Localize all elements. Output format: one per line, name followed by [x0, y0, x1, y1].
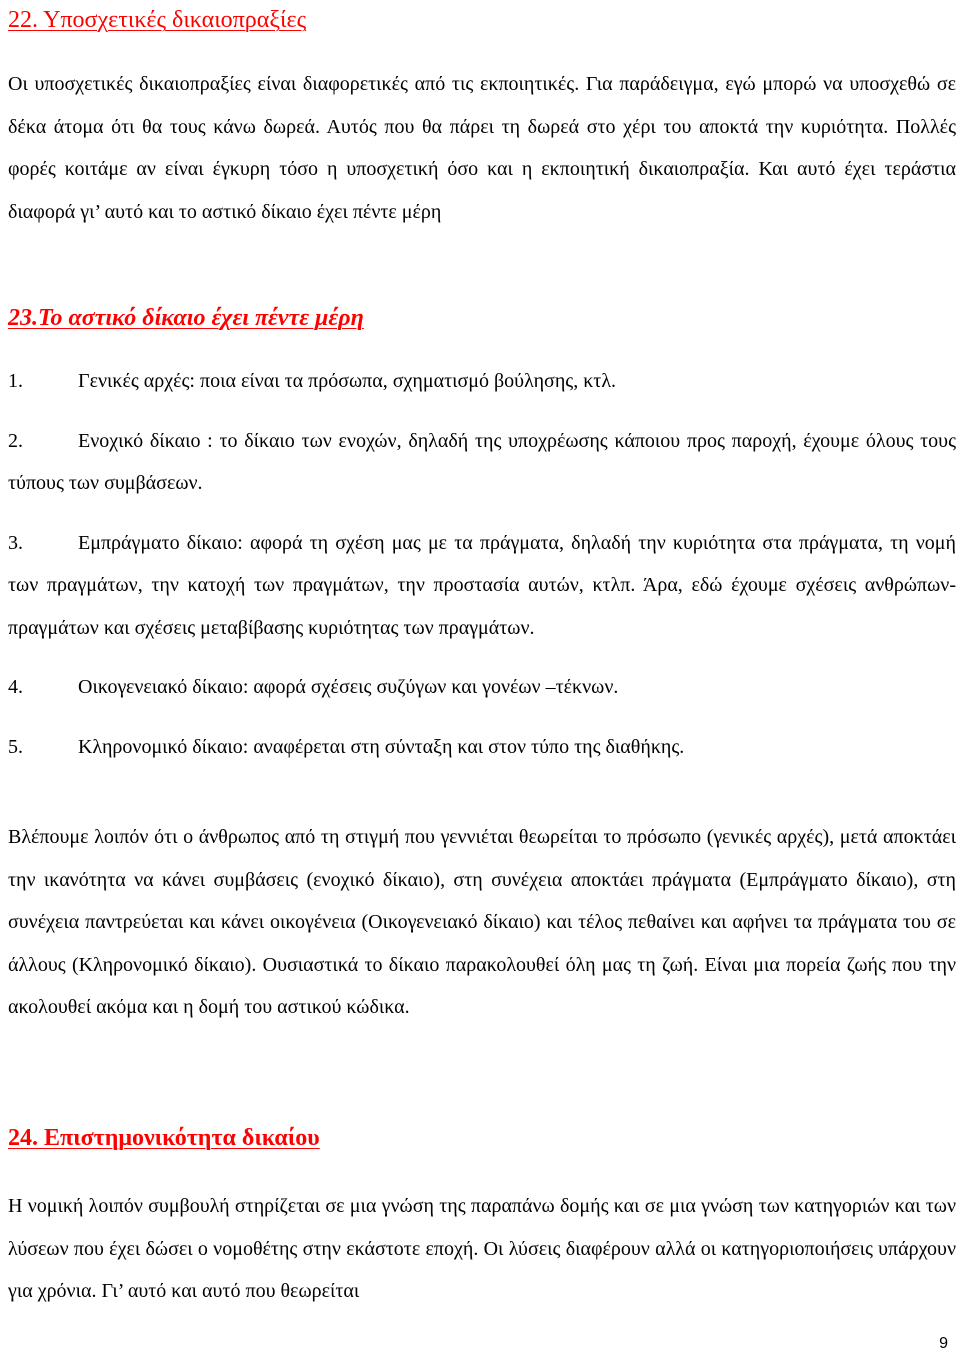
- list-item: [8, 360, 956, 403]
- list-item-number: 1.: [8, 370, 23, 392]
- paragraph-life-course: Βλέπουμε λοιπόν ότι ο άνθρωπος από τη στιγμή που γεννιέται θεωρείται το πρόσωπο (γενικές αρχές), μετά αποκτάει την ικανότητα να κάνει συμβάσεις (ενοχικό δίκαιο), στη συνέχεια αποκτάει πράγματα (Εμπράγματο δίκαιο), στη συνέχεια παντρεύεται και κάνει οικογένεια (Οικογενειακό δίκαιο) και τέλος πεθαίνει και αφήνει τα πράγματα του σε άλλους (Κληρονομικό δίκαιο). Ουσιαστικά το δίκαιο παρακολουθεί όλη μας τη ζωή. Είναι μια πορεία ζωής που την ακολουθεί ακόμα και η δομή του αστικού κώδικα.: [8, 826, 956, 1018]
- civil-law-parts-list: [8, 360, 956, 768]
- list-item: [8, 666, 956, 709]
- list-item-number: 4.: [8, 676, 23, 698]
- paragraph-promissory-acts: Οι υποσχετικές δικαιοπραξίες είναι διαφορετικές από τις εκποιητικές. Για παράδειγμα, εγώ μπορώ να υποσχεθώ σε δέκα άτομα ότι θα τους κάνω δωρεά. Αυτός που θα πάρει τη δωρεά στο χέρι του αποκτά την κυριότητα. Πολλές φορές κοιτάμε αν είναι έγκυρη τόσο η υποσχετική όσο και η εκποιητική δικαιοπραξία. Και αυτό έχει τεράστια διαφορά γι’ αυτό και το αστικό δίκαιο έχει πέντε μέρη: [8, 73, 956, 223]
- paragraph-legal-advice: Η νομική λοιπόν συμβουλή στηρίζεται σε μια γνώση της παραπάνω δομής και σε μια γνώση των κατηγοριών και των λύσεων που έχει δώσει ο νομοθέτης στην εκάστοτε εποχή. Οι λύσεις διαφέρουν αλλά οι κατηγοριοποιήσεις υπάρχουν για χρόνια. Γι’ αυτό και αυτό που θεωρείται: [8, 1195, 956, 1302]
- list-item-text: Εμπράγματο δίκαιο: αφορά τη σχέση μας με τα πράγματα, δηλαδή την κυριότητα στα πράγματα, τη νομή των πραγμάτων, την κατοχή των πραγμάτων, την προστασία αυτών, κτλπ. Άρα, εδώ έχουμε σχέσεις ανθρώπων-πραγμάτων και σχέσεις μεταβίβασης κυριότητας των πραγμάτων.: [8, 531, 956, 639]
- list-item: [8, 420, 956, 505]
- list-item-number: 5.: [8, 735, 23, 758]
- section-heading-24: 24. Επιστημονικότητα δικαίου: [8, 1125, 320, 1151]
- list-item-text: Ενοχικό δίκαιο : το δίκαιο των ενοχών, δηλαδή της υποχρέωσης κάποιου προς παροχή, έχουμε όλους τους τύπους των συμβάσεων.: [8, 429, 956, 494]
- list-item: [8, 522, 956, 650]
- list-item-text: Κληρονομικό δίκαιο: αναφέρεται στη σύνταξη και στον τύπο της διαθήκης.: [78, 735, 685, 758]
- section-heading-22: 22. Υποσχετικές δικαιοπραξίες: [8, 7, 307, 33]
- list-item-text: Οικογενειακό δίκαιο: αφορά σχέσεις συζύγων και γονέων –τέκνων.: [78, 676, 619, 698]
- list-item-text: Γενικές αρχές: ποια είναι τα πρόσωπα, σχηματισμό βούλησης, κτλ.: [78, 370, 617, 392]
- section-heading-23: 23.Το αστικό δίκαιο έχει πέντε μέρη: [8, 305, 364, 331]
- list-item-number: 3.: [8, 531, 23, 554]
- list-item-number: 2.: [8, 429, 23, 452]
- list-item: [8, 726, 956, 769]
- page-number: 9: [939, 1335, 948, 1352]
